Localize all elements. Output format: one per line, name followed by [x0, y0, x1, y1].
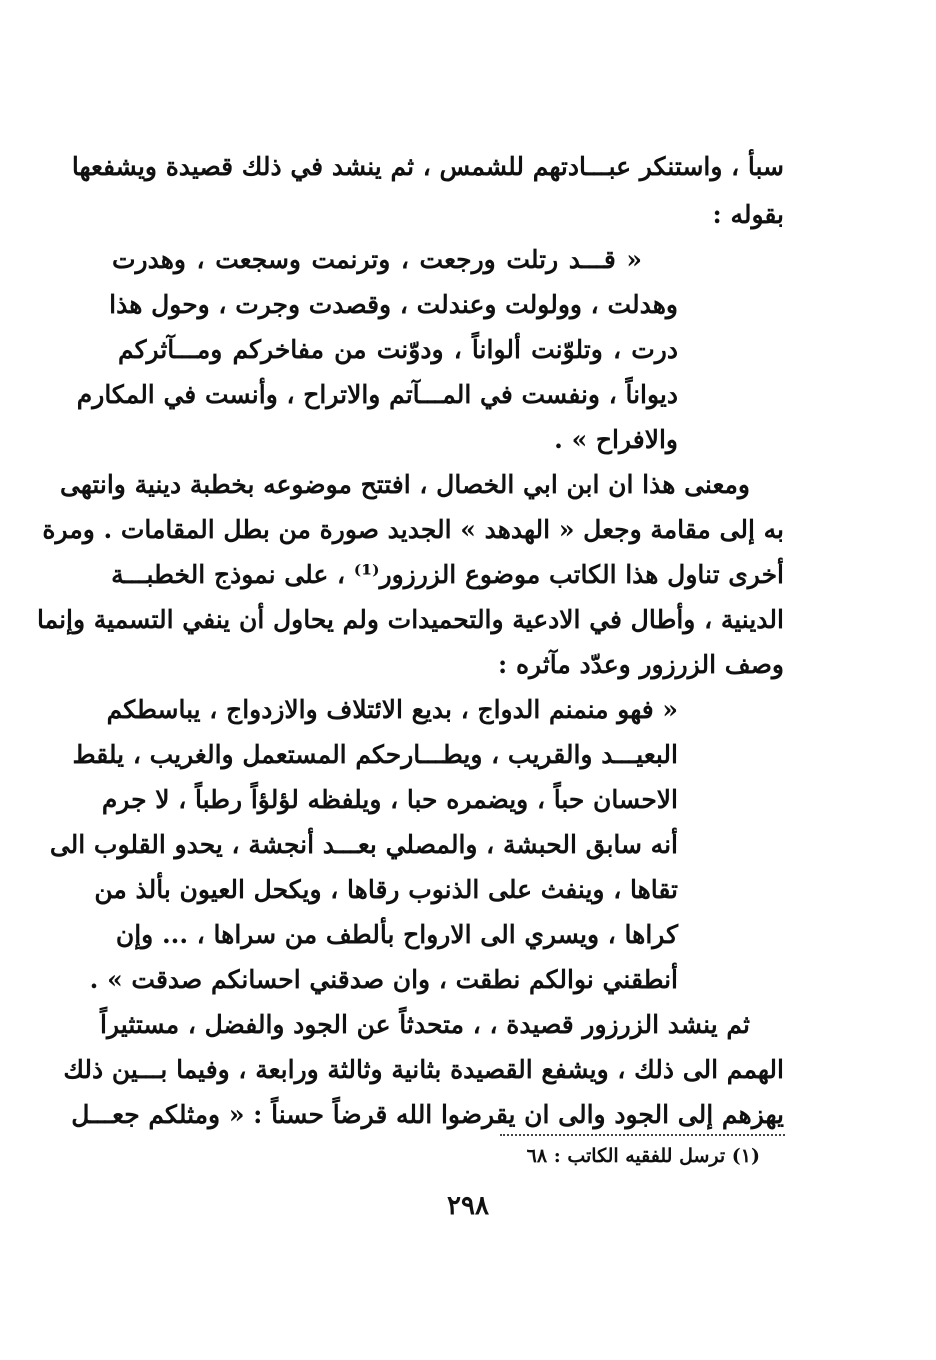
text-line-1: سبأ ، واستنكر عبـــادتهم للشمس ، ثم ينشد في ذلك قصيدة ويشفعها [71, 152, 784, 181]
quote-line-11: كراها ، ويسري الى الارواح بألطف من سراها ، ... وإن [115, 920, 678, 949]
quote-line-5: والافراح » . [554, 425, 678, 454]
quote-line-8: الاحسان حباً ، ويضمره حبا ، ويلفظه لؤلؤاً رطباً ، لا جرم [101, 785, 678, 814]
quote-line-7: البعيـــد والقريب ، ويطـــارحكم المستعمل والغريب ، يلقط [72, 740, 678, 769]
text-line-10: يهزهم إلى الجود والى ان يقرضوا الله قرضاً حسناً : « ومثلكم جعـــل [71, 1100, 784, 1129]
quote-line-10: تقاها ، وينفث على الذنوب رقاها ، ويكحل العيون بألذ من [94, 875, 678, 904]
text-line-7: وصف الزرزور وعدّد مآثره : [498, 650, 784, 679]
text-line-5: أخرى تناول هذا الكاتب موضوع الزرزور⁽¹⁾ ، على نموذج الخطبـــة [111, 560, 784, 589]
page-number: ٢٩٨ [447, 1191, 489, 1221]
footnote: (١) ترسل للفقيه الكاتب : ٦٨ [526, 1145, 760, 1167]
quote-line-6: « فهو منمنم الدواج ، بديع الائتلاف والازدواج ، يباسطكم [106, 695, 678, 724]
text-line-2: بقوله : [712, 200, 784, 229]
footnote-divider [500, 1134, 785, 1136]
text-line-6: الدينية ، وأطال في الادعية والتحميدات ولم يحاول أن ينفي التسمية وإنما [37, 605, 784, 634]
text-line-3: ومعنى هذا ان ابن ابي الخصال ، افتتح موضوعه بخطبة دينية وانتهى [59, 470, 750, 499]
text-line-8: ثم ينشد الزرزور قصيدة ، ، متحدثاً عن الجود والفضل ، مستثيراً [100, 1010, 750, 1039]
quote-line-12: أنطقني نوالكم نطقت ، وان صدقني احسانكم صدقت » . [89, 965, 678, 994]
quote-line-4: ديواناً ، ونفست في المـــآتم والاتراح ، وأنست في المكارم [76, 380, 678, 409]
quote-line-9: أنه سابق الحبشة ، والمصلي بعـــد أنجشة ، يحدو القلوب الى [49, 830, 678, 859]
quote-line-3: درت ، وتلوّنت ألواناً ، ودوّنت من مفاخركم ومـــآثركم [118, 335, 678, 364]
text-line-4: به إلى مقامة وجعل « الهدهد » الجديد صورة من بطل المقامات . ومرة [42, 515, 784, 544]
quote-line-1: « قـــد رتلت ورجعت ، وترنمت وسجعت ، وهدرت [112, 245, 642, 274]
quote-line-2: وهدلت ، وولولت وعندلت ، وقصدت وجرت ، وحول هذا [109, 290, 678, 319]
text-line-9: الهمم الى ذلك ، ويشفع القصيدة بثانية وثالثة ورابعة ، وفيما بـــين ذلك [63, 1055, 784, 1084]
